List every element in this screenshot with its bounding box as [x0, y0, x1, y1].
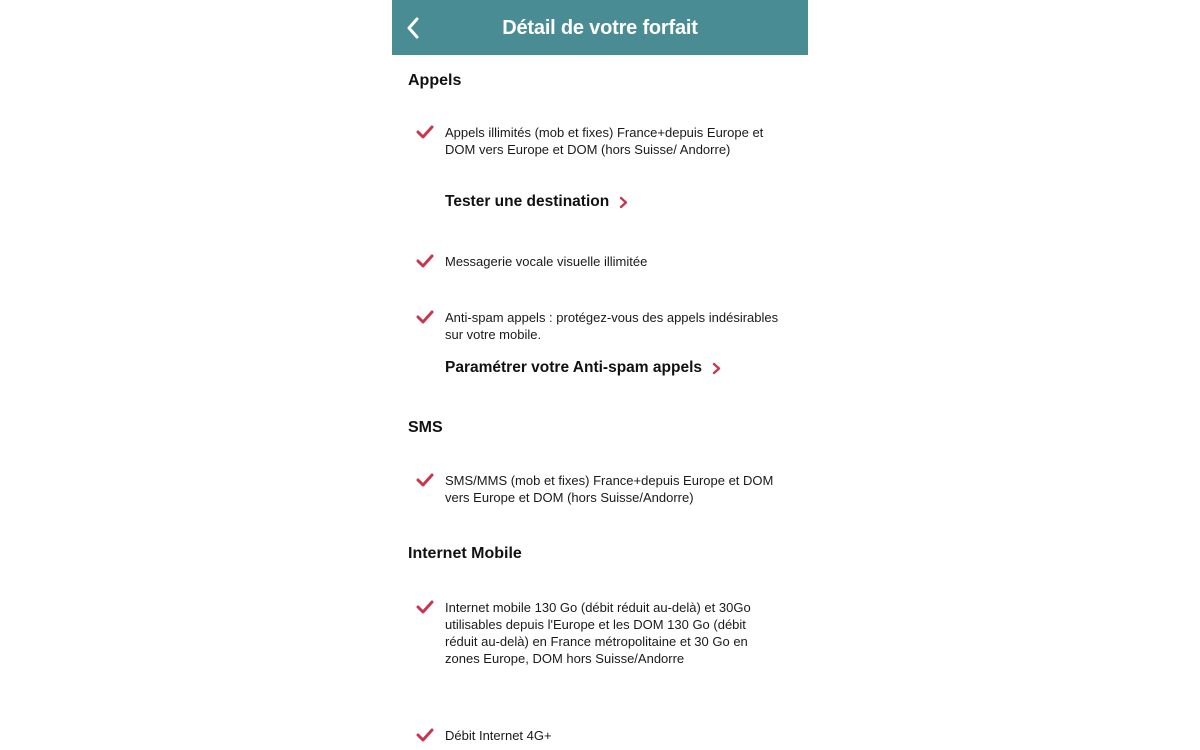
- check-icon: [416, 125, 434, 139]
- item-text: Appels illimités (mob et fixes) France+depuis Europe et DOM vers Europe et DOM (hors Suisse/ Andorre): [445, 125, 764, 157]
- section-title-sms: SMS: [408, 419, 443, 436]
- check-icon: [416, 600, 434, 614]
- check-icon: [416, 254, 434, 268]
- check-icon: [416, 473, 434, 487]
- item-text: Débit Internet 4G+: [445, 728, 552, 743]
- chevron-right-icon: [619, 196, 628, 209]
- check-icon: [416, 310, 434, 324]
- anti-spam-settings-link[interactable]: [445, 359, 721, 377]
- plan-detail-screen: [392, 0, 808, 750]
- check-icon: [416, 728, 434, 742]
- item-text: Internet mobile 130 Go (débit réduit au-delà) et 30Go utilisables depuis l'Europe et les DOM 130 Go (débit réduit au-delà) en France métropolitaine et 30 Go en zones Europe, DOM hors Suisse/Andorre: [445, 600, 751, 666]
- item-text: SMS/MMS (mob et fixes) France+depuis Europe et DOM vers Europe et DOM (hors Suisse/Andorre): [445, 473, 774, 505]
- chevron-right-icon: [712, 362, 721, 375]
- link-label: Paramétrer votre Anti-spam appels: [445, 359, 702, 376]
- section-title-internet: Internet Mobile: [408, 545, 522, 562]
- page-title: Détail de votre forfait: [502, 17, 698, 39]
- item-text: Messagerie vocale visuelle illimitée: [445, 254, 648, 269]
- link-label: Tester une destination: [445, 193, 610, 210]
- test-destination-link[interactable]: [445, 193, 628, 211]
- item-text: Anti-spam appels : protégez-vous des appels indésirables sur votre mobile.: [445, 310, 779, 342]
- app-header: [392, 0, 808, 55]
- section-title-calls: Appels: [408, 72, 462, 89]
